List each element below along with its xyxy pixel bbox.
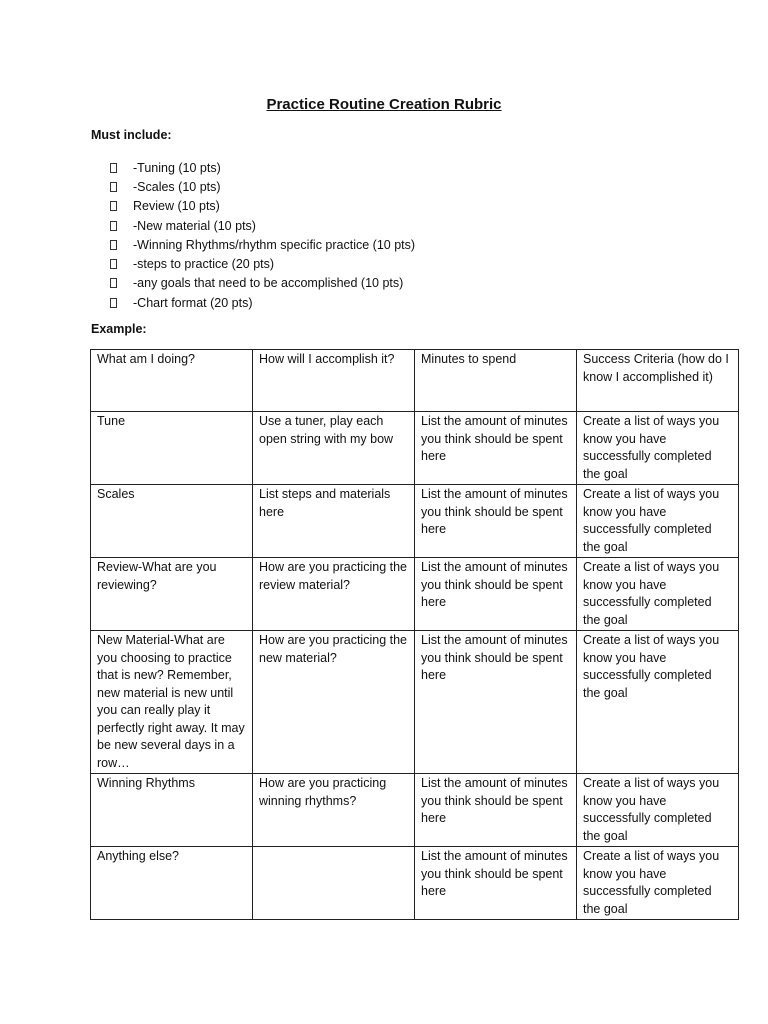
checklist-item: -Winning Rhythms/rhythm specific practice (10 pts)	[110, 235, 415, 254]
checkbox-icon	[110, 298, 117, 308]
checklist-item: -Chart format (20 pts)	[110, 293, 415, 312]
checkbox-icon	[110, 221, 117, 231]
checklist-item: -Tuning (10 pts)	[110, 158, 415, 177]
table-cell: New Material-What are you choosing to practice that is new? Remember, new material is new until you can really play it perfectly right away. It may be new several days in a row…	[91, 631, 253, 774]
table-cell: Create a list of ways you know you have successfully completed the goal	[577, 412, 739, 485]
table-header-row	[91, 350, 739, 412]
table-cell: Tune	[91, 412, 253, 485]
header-cell: What am I doing?	[91, 350, 253, 412]
checkbox-icon	[110, 201, 117, 211]
requirements-checklist	[110, 158, 415, 312]
table-cell: Create a list of ways you know you have successfully completed the goal	[577, 631, 739, 774]
table-cell: Create a list of ways you know you have successfully completed the goal	[577, 774, 739, 847]
table-row	[91, 847, 739, 920]
header-cell: Minutes to spend	[415, 350, 577, 412]
table-cell: How are you practicing the new material?	[253, 631, 415, 774]
table-row	[91, 774, 739, 847]
table-cell: Create a list of ways you know you have successfully completed the goal	[577, 558, 739, 631]
table-cell: How are you practicing winning rhythms?	[253, 774, 415, 847]
checklist-item: -New material (10 pts)	[110, 216, 415, 235]
must-include-label: Must include:	[91, 128, 172, 142]
checkbox-icon	[110, 163, 117, 173]
header-cell: How will I accomplish it?	[253, 350, 415, 412]
table-cell: Scales	[91, 485, 253, 558]
table-cell: List the amount of minutes you think should be spent here	[415, 558, 577, 631]
table-cell: Create a list of ways you know you have successfully completed the goal	[577, 485, 739, 558]
table-row	[91, 558, 739, 631]
table-row	[91, 412, 739, 485]
table-row	[91, 631, 739, 774]
table-cell	[253, 847, 415, 920]
table-cell: List the amount of minutes you think should be spent here	[415, 485, 577, 558]
table-cell: List steps and materials here	[253, 485, 415, 558]
table-cell: Review-What are you reviewing?	[91, 558, 253, 631]
table-cell: Winning Rhythms	[91, 774, 253, 847]
checkbox-icon	[110, 259, 117, 269]
example-label: Example:	[91, 322, 147, 336]
checkbox-icon	[110, 278, 117, 288]
table-cell: Anything else?	[91, 847, 253, 920]
checklist-item: Review (10 pts)	[110, 197, 415, 216]
table-cell: List the amount of minutes you think should be spent here	[415, 774, 577, 847]
table-cell: List the amount of minutes you think should be spent here	[415, 631, 577, 774]
checklist-item: -steps to practice (20 pts)	[110, 254, 415, 273]
page-title: Practice Routine Creation Rubric	[266, 96, 502, 113]
rubric-table	[90, 349, 739, 920]
header-cell: Success Criteria (how do I know I accomplished it)	[577, 350, 739, 412]
table-cell: List the amount of minutes you think should be spent here	[415, 847, 577, 920]
checklist-item: -Scales (10 pts)	[110, 177, 415, 196]
checkbox-icon	[110, 240, 117, 250]
checklist-item: -any goals that need to be accomplished (10 pts)	[110, 274, 415, 293]
table-row	[91, 485, 739, 558]
table-cell: How are you practicing the review material?	[253, 558, 415, 631]
checkbox-icon	[110, 182, 117, 192]
table-cell: Create a list of ways you know you have successfully completed the goal	[577, 847, 739, 920]
table-cell: List the amount of minutes you think should be spent here	[415, 412, 577, 485]
table-cell: Use a tuner, play each open string with my bow	[253, 412, 415, 485]
